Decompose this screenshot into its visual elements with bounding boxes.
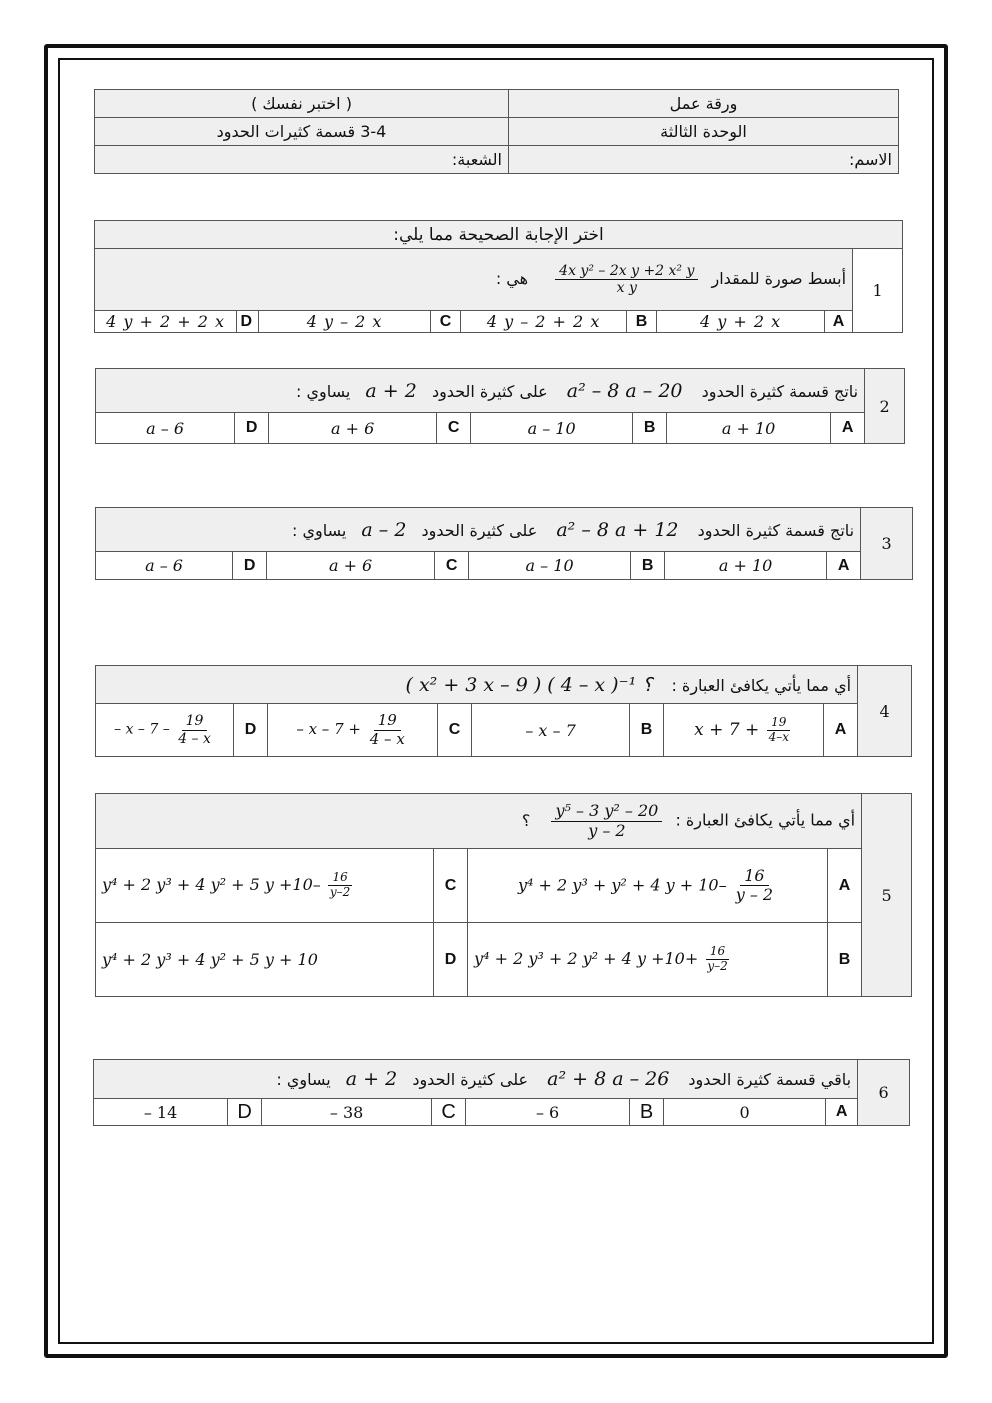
question-prefix: ناتج قسمة كثيرة الحدود <box>697 520 855 540</box>
option-b-letter: B <box>828 923 862 997</box>
test-label: ( اختبر نفسك ) <box>95 90 509 118</box>
question-number: 2 <box>865 369 905 444</box>
question-number: 4 <box>858 666 912 757</box>
option-c[interactable]: – 38 <box>262 1099 432 1126</box>
option-a-letter: A <box>831 413 865 444</box>
option-b-text: y⁴ + 2 y³ + 2 y² + 4 y +10+ <box>474 949 699 968</box>
option-c[interactable]: a + 6 <box>267 552 435 580</box>
fraction-numerator: 16 <box>740 867 768 886</box>
question-4 <box>95 665 912 757</box>
question-prefix: باقي قسمة كثيرة الحدود <box>688 1070 852 1089</box>
option-a[interactable]: a + 10 <box>665 552 827 580</box>
question-6 <box>93 1059 910 1126</box>
option-b[interactable]: a – 10 <box>471 413 633 444</box>
question-fraction <box>551 802 662 840</box>
option-a-text: y⁴ + 2 y³ + y² + 4 y + 10– <box>518 875 727 894</box>
fraction-numerator: 19 <box>767 716 790 731</box>
option-b[interactable]: 4 y – 2 + 2 x <box>461 311 627 333</box>
option-d[interactable]: – 14 <box>94 1099 228 1126</box>
fraction-denominator: y–2 <box>707 959 728 973</box>
option-a[interactable]: 0 <box>664 1099 826 1126</box>
option-b-letter: B <box>630 1099 664 1126</box>
question-stem <box>96 369 865 413</box>
option-c-letter: C <box>432 1099 466 1126</box>
question-prefix: أي مما يأتي يكافئ العبارة : <box>671 675 852 695</box>
question-expression: ( x² + 3 x – 9 ) ( 4 – x )⁻¹ ؟ <box>405 673 653 696</box>
option-c-letter: C <box>438 704 472 757</box>
question-suffix: يساوي : <box>296 381 351 401</box>
option-d-letter: D <box>235 413 269 444</box>
option-a[interactable]: 4 y + 2 x <box>657 311 825 333</box>
question-middle: على كثيرة الحدود <box>421 520 538 540</box>
option-d-text: – x – 7 – <box>114 722 170 738</box>
question-5 <box>95 793 912 997</box>
question-stem <box>95 249 853 311</box>
option-c[interactable] <box>96 849 434 923</box>
option-b[interactable] <box>468 923 828 997</box>
fraction-denominator: y – 2 <box>588 820 626 840</box>
option-b[interactable]: a – 10 <box>469 552 631 580</box>
instruction: اختر الإجابة الصحيحة مما يلي: <box>95 221 903 249</box>
question-suffix: يساوي : <box>276 1070 331 1089</box>
fraction-denominator: 4 – x <box>178 730 211 747</box>
option-b-letter: B <box>627 311 657 333</box>
option-c-fraction <box>366 712 409 748</box>
question-suffix: ؟ <box>521 810 531 830</box>
divisor-polynomial: a + 2 <box>345 1068 398 1090</box>
option-b[interactable]: – 6 <box>466 1099 630 1126</box>
question-3 <box>95 507 913 580</box>
divisor-polynomial: a – 2 <box>361 518 407 541</box>
option-a-text: x + 7 + <box>694 719 760 740</box>
question-stem <box>96 666 858 704</box>
fraction-numerator: 19 <box>374 712 401 730</box>
option-d[interactable]: 4 y + 2 + 2 x <box>95 311 237 333</box>
option-c-letter: C <box>431 311 461 333</box>
option-c[interactable] <box>268 704 438 757</box>
question-prefix: ناتج قسمة كثيرة الحدود <box>701 381 859 401</box>
question-prefix: أي مما يأتي يكافئ العبارة : <box>675 810 856 830</box>
option-a-letter: A <box>825 311 853 333</box>
option-b[interactable]: – x – 7 <box>472 704 630 757</box>
question-stem <box>96 508 861 552</box>
header-table <box>94 89 899 174</box>
option-c[interactable]: 4 y – 2 x <box>259 311 431 333</box>
question-number: 3 <box>861 508 913 580</box>
fraction-numerator: y⁵ – 3 y² – 20 <box>551 802 662 821</box>
option-d-fraction <box>174 713 215 746</box>
question-1 <box>94 220 903 333</box>
question-number: 5 <box>862 794 912 997</box>
fraction-numerator: 4x y² – 2x y +2 x² y <box>555 263 698 280</box>
option-d[interactable]: y⁴ + 2 y³ + 4 y² + 5 y + 10 <box>96 923 434 997</box>
option-a-fraction <box>732 867 777 905</box>
option-a[interactable] <box>468 849 828 923</box>
fraction-numerator: 16 <box>328 871 351 886</box>
option-a-letter: A <box>827 552 861 580</box>
option-d-letter: D <box>233 552 267 580</box>
dividend-polynomial: a² – 8 a – 20 <box>566 379 683 402</box>
question-middle: على كثيرة الحدود <box>412 1070 529 1089</box>
option-d-letter: D <box>237 311 259 333</box>
option-b-letter: B <box>633 413 667 444</box>
option-d-letter: D <box>234 704 268 757</box>
option-b-letter: B <box>631 552 665 580</box>
fraction-denominator: y – 2 <box>735 885 774 904</box>
option-c-fraction <box>326 871 354 900</box>
unit-label: الوحدة الثالثة <box>509 118 899 146</box>
option-a-letter: A <box>824 704 858 757</box>
option-a-letter: A <box>828 849 862 923</box>
question-suffix: هي : <box>495 269 529 288</box>
option-b-fraction <box>703 945 731 974</box>
question-prefix: أبسط صورة للمقدار <box>711 269 847 288</box>
option-c[interactable]: a + 6 <box>269 413 437 444</box>
name-field[interactable]: الاسم: <box>509 146 899 174</box>
option-a[interactable] <box>664 704 824 757</box>
option-b-letter: B <box>630 704 664 757</box>
section-field[interactable]: الشعبة: <box>95 146 509 174</box>
fraction-denominator: x y <box>616 280 637 296</box>
fraction-numerator: 16 <box>706 945 729 960</box>
option-c-letter: C <box>437 413 471 444</box>
fraction-denominator: 4 – x <box>369 729 405 748</box>
question-stem <box>96 794 862 849</box>
fraction-denominator: y–2 <box>329 885 351 899</box>
option-a-fraction <box>765 716 793 745</box>
option-d[interactable]: a – 6 <box>96 413 235 444</box>
dividend-polynomial: a² – 8 a + 12 <box>556 518 679 541</box>
fraction-numerator: 19 <box>182 713 208 730</box>
option-d-letter: D <box>228 1099 262 1126</box>
question-number: 1 <box>853 249 903 333</box>
option-c-text: – x – 7 + <box>296 720 361 738</box>
dividend-polynomial: a² + 8 a – 26 <box>547 1068 670 1090</box>
question-suffix: يساوي : <box>292 520 347 540</box>
option-c-letter: C <box>435 552 469 580</box>
option-a-letter: A <box>826 1099 858 1126</box>
question-stem <box>94 1060 858 1099</box>
fraction-denominator: 4–x <box>768 729 790 744</box>
option-d-letter: D <box>434 923 468 997</box>
option-c-text: y⁴ + 2 y³ + 4 y² + 5 y +10– <box>102 875 321 894</box>
option-d[interactable] <box>96 704 234 757</box>
option-d[interactable]: a – 6 <box>96 552 233 580</box>
question-2 <box>95 368 905 444</box>
option-c-letter: C <box>434 849 468 923</box>
worksheet-label: ورقة عمل <box>509 90 899 118</box>
question-fraction <box>555 263 698 296</box>
option-a[interactable]: a + 10 <box>667 413 831 444</box>
question-middle: على كثيرة الحدود <box>431 381 548 401</box>
lesson-label: 3-4 قسمة كثيرات الحدود <box>95 118 509 146</box>
divisor-polynomial: a + 2 <box>365 379 417 402</box>
question-number: 6 <box>858 1060 910 1126</box>
